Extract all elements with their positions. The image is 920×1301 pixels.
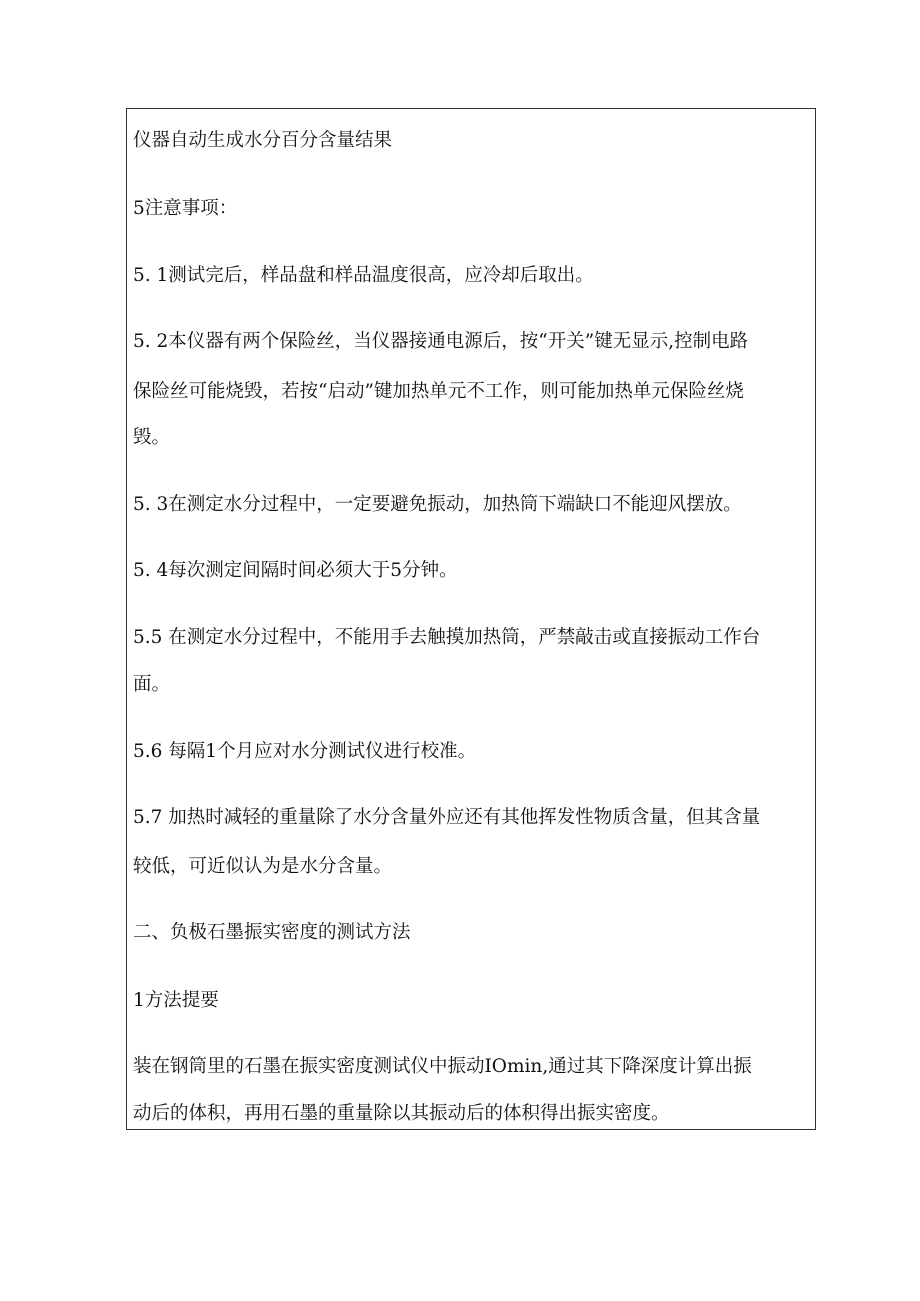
subsection-heading-method-summary: 1方法提要 xyxy=(133,990,219,1011)
note-5-2-line-3: 毁。 xyxy=(133,427,171,448)
method-summary-line-1: 装在钢筒里的石墨在振实密度测试仪中振动IOmin,通过其下降深度计算出振 xyxy=(133,1056,752,1077)
note-5-7-line-2: 较低，可近似认为是水分含量。 xyxy=(133,856,393,877)
note-5-1: 5. 1测试完后，样品盘和样品温度很高，应冷却后取出。 xyxy=(133,265,594,286)
section-heading-tap-density: 二、负极石墨振实密度的测试方法 xyxy=(133,922,411,943)
note-5-2-line-1: 5. 2本仪器有两个保险丝，当仪器接通电源后，按“开关”键无显示,控制电路 xyxy=(133,331,749,352)
result-line: 仪器自动生成水分百分含量结果 xyxy=(133,130,393,151)
note-5-5-line-2: 面。 xyxy=(133,674,171,695)
method-summary-line-2: 动后的体积，再用石墨的重量除以其振动后的体积得出振实密度。 xyxy=(133,1103,670,1124)
note-5-4: 5. 4每次测定间隔时间必须大于5分钟。 xyxy=(133,560,458,581)
section-heading-notes: 5注意事项： xyxy=(133,198,238,219)
note-5-5-line-1: 5.5 在测定水分过程中，不能用手去触摸加热筒，严禁敲击或直接振动工作台 xyxy=(133,627,761,648)
note-5-3: 5. 3在测定水分过程中，一定要避免振动，加热筒下端缺口不能迎风摆放。 xyxy=(133,494,742,515)
note-5-2-line-2: 保险丝可能烧毁，若按“启动”键加热单元不工作，则可能加热单元保险丝烧 xyxy=(133,381,744,402)
note-5-6: 5.6 每隔1个月应对水分测试仪进行校准。 xyxy=(133,741,477,762)
note-5-7-line-1: 5.7 加热时减轻的重量除了水分含量外应还有其他挥发性物质含量，但其含量 xyxy=(133,807,761,828)
